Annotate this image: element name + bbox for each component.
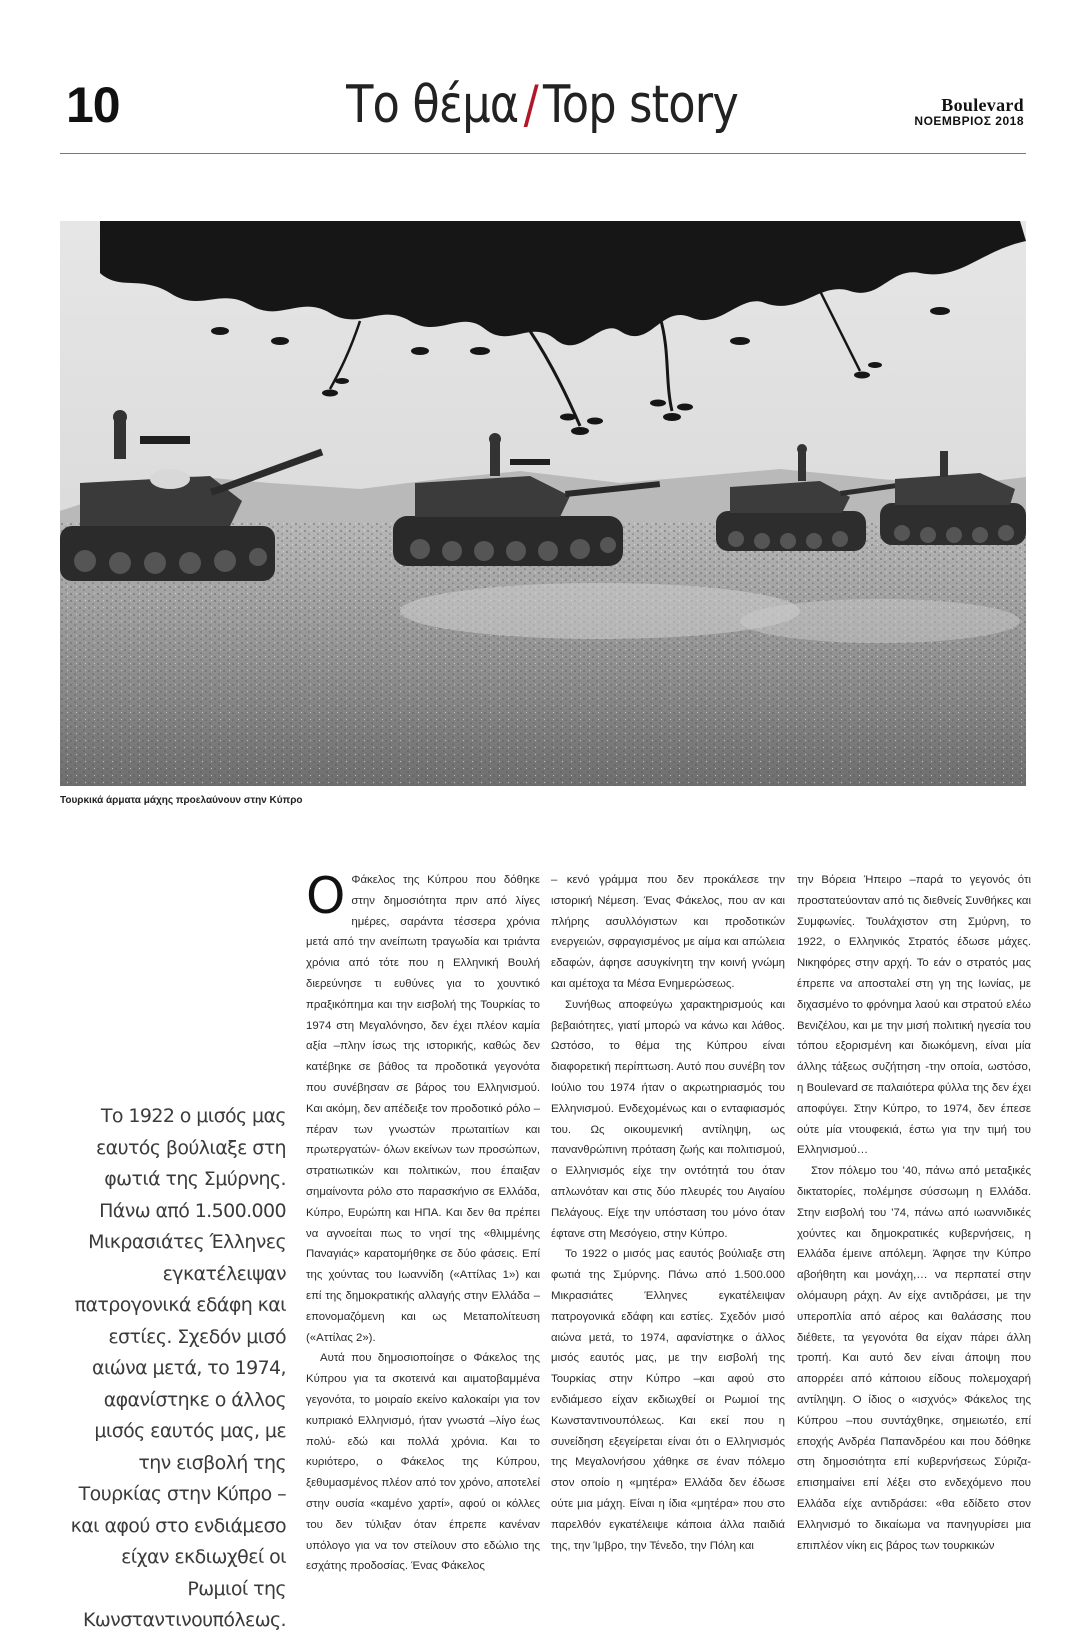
header-rule [60,153,1026,154]
article-paragraph: Στον πόλεμο του '40, πάνω από μεταξικές δικτατορίες, πολέμησε σύσσωμη η Ελλάδα. Στην εισβολή του '74, πάνω από ιωαννιδικές χούντες και δημοκρατικές κυβερνήσεις, η Ελλάδα έμεινε απόλεμη. Άφησε την Κύπρο αβοήθητη και μονάχη,… να περπατεί στην ολόμαυρη ράχη. Αν είχε αντιδράσει, με την υπεροπλία από αέρος και θαλάσσης που διέθετε, τα γεγονότα θα είχαν πάρει άλλη τροπή. Και αυτό δεν είναι άποψη που απορρέει από κάποιου είδους πολεμοχαρή αντίληψη. Ο ίδιος ο «ισχνός» Φάκελος της Κύπρου –που συντάχθηκε, σημειωτέο, επί εποχής Ανδρέα Παπανδρέου και που δόθηκε στη δημοσιότητα επί κυβερνήσεως Σύριζα- επισημαίνει επί λέξει στο ενδεχόμενο που Ελλάδα είχε αντιδράσει: «θα εδίδετο στον Ελληνισμό το δικαίωμα να πανηγυρίσει μια επιπλέον νίκη εις βάρος των τουρκικών [797,1165,1031,1552]
article-paragraph: την Βόρεια Ήπειρο –παρά το γεγονός ότι προστατεύονταν από τις διεθνείς Συνθήκες και Συμφωνίες. Τουλάχιστον στη Σμύρνη, το 1922, ο Ελληνικός Στρατός έδωσε μάχες. Νικηφόρες στην αρχή. Το εάν ο στρατός μας έπρεπε να αποσταλεί στη γη της Ιωνίας, με διχασμένο το φρόνημα λαού και στρατού ελέω Βενιζέλου, και με την μισή πολιτική ηγεσία του τόπου εξορισμένη και διωκόμενη, είναι μία άλλης τάξεως συζήτηση -την οποία, ωστόσο, η Boulevard σε παλαιότερα φύλλα της δεν έχει αποφύγει. Στην Κύπρο, το 1974, δεν έπεσε ούτε μία ντουφεκιά, έστω για την τιμή του Ελληνισμού… [797,874,1031,1157]
article-column-3 [797,870,1031,1556]
article-paragraph [306,867,540,1348]
section-title-english: Top story [542,75,738,135]
article-paragraph: Συνήθως αποφεύγω χαρακτηρισμούς και βεβαιότητες, γιατί μπορώ να κάνω και λάθος. Ωστόσο, το θέμα της Κύπρου είναι διαφορετική περίπτωση. Αυτό που συνέβη τον Ιούλιο του 1974 ήταν ο ακρωτηριασμός του Ελληνισμού. Ενδεχομένως και ο ενταφιασμός του. Ως οικουμενική αντίληψη, ως πανανθρώπινη πρόταση ζωής και πολιτισμού, ο Ελληνισμός είχε την οντότητά του όταν απλωνόταν και στις δύο πλευρές του Αιγαίου Πελάγους. Είχε την υπόσταση του μόνο όταν έφτανε στη Μεσόγειο, στην Κύπρο. [551,998,785,1240]
article-column-2 [551,870,785,1556]
drop-cap: Ο [306,867,346,925]
page-number: 10 [66,77,120,133]
tanks-photo [60,221,1026,786]
issue-date: ΝΟΕΜΒΡΙΟΣ 2018 [914,114,1024,128]
brand-logo: Boulevard [941,95,1024,115]
section-title [127,75,956,135]
masthead [914,96,1024,128]
photo-caption: Τουρκικά άρματα μάχης προελαύνουν στην Κύπρο [60,795,303,806]
pull-quote: Το 1922 ο μισός μας εαυτός βούλιαξε στη φωτιά της Σμύρνης. Πάνω από 1.500.000 Μικρασιάτες Έλληνες εγκατέλειψαν πατρογονικά εδάφη και εστίες. Σχεδόν μισό αιώνα μετά, το 1974, αφανίστηκε ο άλλος μισός εαυτός μας, με την εισβολή της Τουρκίας στην Κύπρο –και αφού στο ενδιάμεσο είχαν εκδιωχθεί οι Ρωμιοί της Κωνσταντινουπόλεως. [70,1105,286,1631]
title-separator: / [523,75,538,135]
article-paragraph: – κενό γράμμα που δεν προκάλεσε την ιστορική Νέμεση. Ένας Φάκελος, που αν και πλήρης ασυλλόγιστων και προδοτικών ενεργειών, σφραγισμένος με αίμα και απώλεια εδαφών, άφησε ασυγκίνητη την κοινή γνώμη και αμέτοχα τα Μέσα Ενημερώσεως. [551,874,785,990]
article-column-1 [306,867,540,1577]
article-paragraph: Αυτά που δημοσιοποίησε ο Φάκελος της Κύπρου για τα σκοτεινά και αιματοβαμμένα γεγονότα, το μοιραίο εκείνο καλοκαίρι για τον κυπριακό Ελληνισμό, ήταν γνωστά –λίγο έως πολύ- εδώ και πολλά χρόνια. Και το κυριότερο, ο Φάκελος της Κύπρου, ξεθυμασμένος πλέον από τον χρόνο, αποτελεί στην ουσία «καμένο χαρτί», αφού οι κόλλες του δεν τύλιξαν όταν έπρεπε κανέναν υπόλογο για να τον στείλουν στο εδώλιο της εσχάτης προδοσίας. Ένας Φάκελος [306,1352,540,1573]
section-title-greek: Το θέμα [346,75,519,135]
paragraph-text: Φάκελος της Κύπρου που δόθηκε στην δημοσιότητα πριν από λίγες ημέρες, σαράντα τέσσερα χρόνια μετά από την ανείπωτη τραγωδία και τριάντα χρόνια από τότε που η Ελληνική Βουλή διερεύνησε τι ευθύνες για το χουντικό πραξικόπημα και την εισβολή της Τουρκίας το 1974 στη Μεγαλόνησο, δεν έχει πλέον καμία αξία –πλην ίσως της ιστορικής, καθώς δεν κατέβηκε σε βάθος τα προδοτικά γεγονότα που συνέβησαν σε βάρος του Ελληνισμού. Και ακόμη, δεν απέδειξε τον προδοτικό ρόλο –πέραν των γνωστών πρωταιτίων και πρωτεργατών- όλων εκείνων των προσώπων, στρατιωτικών και πολιτικών, που έπαιξαν σημαίνοντα ρόλο στο παρασκήνιο σε Ελλάδα, Κύπρο, Ευρώπη και ΗΠΑ. Και δεν θα πρέπει να αγνοείται πως το νησί της «θλιμμένης Παναγιάς» καρατομήθηκε σε δύο φάσεις. Επί της χούντας του Ιωαννίδη («Αττίλας 1») και επί της δημοκρατικής αλλαγής στην Ελλάδα –επονομαζόμενη και ως Μεταπολίτευση («Αττίλας 2»). [306,874,540,1344]
article-paragraph: Το 1922 ο μισός μας εαυτός βούλιαξε στη φωτιά της Σμύρνης. Πάνω από 1.500.000 Μικρασιάτες Έλληνες εγκατέλειψαν πατρογονικά εδάφη και εστίες. Σχεδόν μισό αιώνα μετά, το 1974, αφανίστηκε ο άλλος μισός εαυτός μας, με την εισβολή της Τουρκίας στην Κύπρο –και αφού στο ενδιάμεσο είχαν εκδιωχθεί οι Ρωμιοί της Κωνσταντινουπόλεως. Και εκεί που η συνείδηση εξεγείρεται είναι ότι ο Ελληνισμός της Μεγαλονήσου χάθηκε σε έναν πόλεμο στον οποίο η «μητέρα» Ελλάδα δεν έδωσε ούτε μια μάχη. Είναι η ίδια «μητέρα» που στο παρελθόν εγκατέλειψε κάποια άλλα παιδιά της, την Ίμβρο, την Τένεδο, την Πόλη και [551,1248,785,1552]
page-header [60,72,1024,154]
